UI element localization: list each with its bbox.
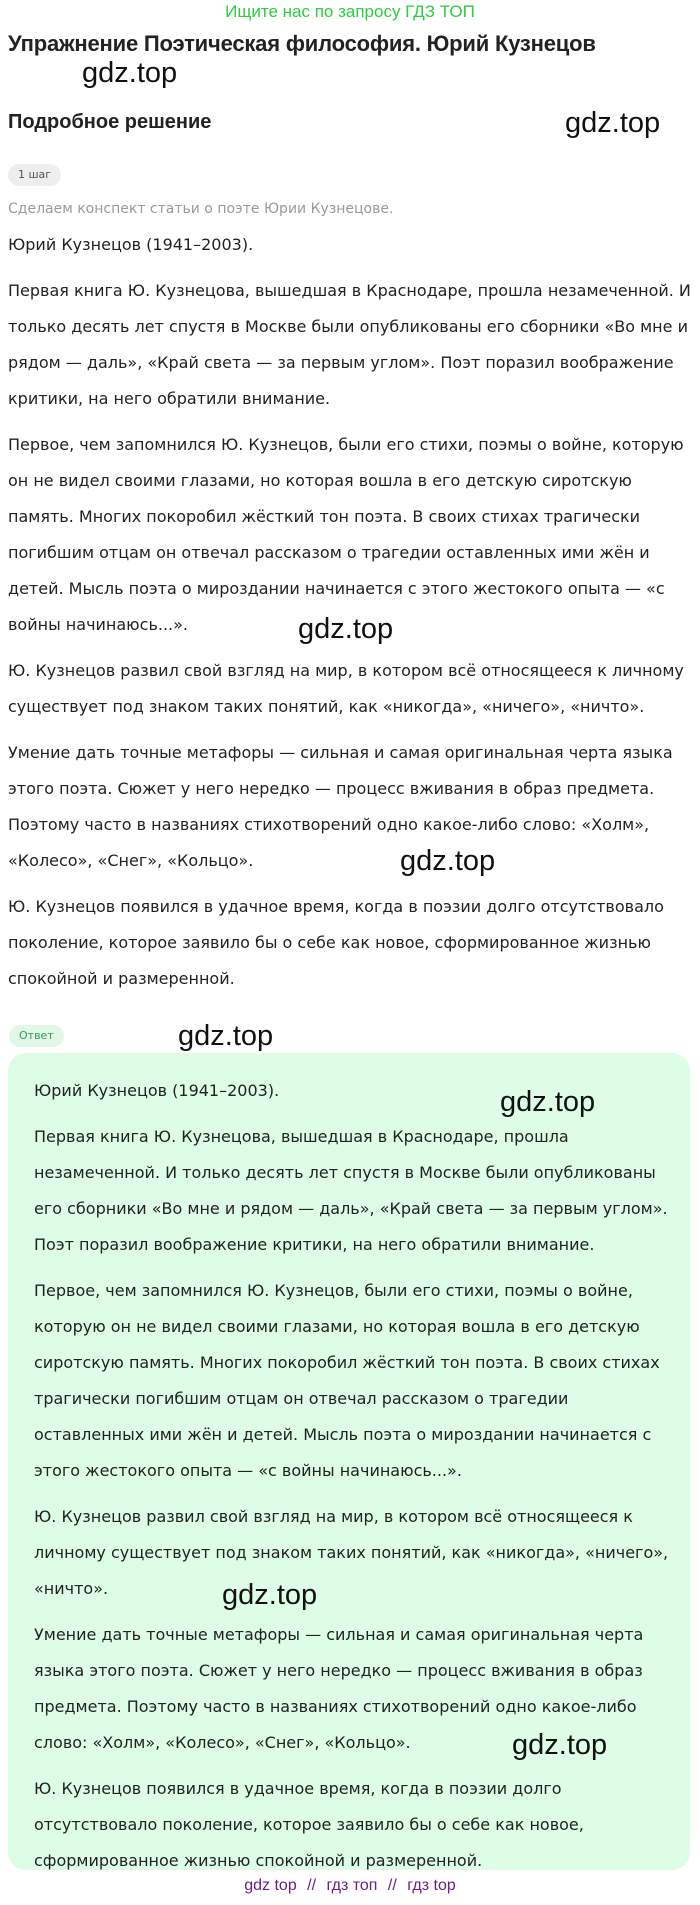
answer-paragraph: Первая книга Ю. Кузнецова, вышедшая в Краснодаре, прошла незамеченной. И только десять лет спустя в Москве были опубликованы его сборники «Во мне и рядом — даль», «Край света — за первым углом». Поэт поразил воображение критики, на него обратили внимание. xyxy=(34,1127,668,1254)
watermark: gdz.top xyxy=(500,1086,596,1118)
footer-link[interactable]: gdz top xyxy=(244,1877,297,1894)
watermark: gdz.top xyxy=(298,613,394,645)
footer-separator: // xyxy=(387,1877,397,1894)
watermark: gdz.top xyxy=(400,845,496,877)
step-note: Сделаем конспект статьи о поэте Юрии Кузнецове. xyxy=(8,201,394,217)
watermark: gdz.top xyxy=(82,57,178,89)
watermark: gdz.top xyxy=(178,1020,274,1052)
solution-paragraph: Ю. Кузнецов развил свой взгляд на мир, в котором всё относящееся к личному существует под знаком таких понятий, как «никогда», «ничего», «ничто». xyxy=(8,661,684,716)
solution-paragraph: Юрий Кузнецов (1941–2003). xyxy=(8,235,254,254)
footer-separator: // xyxy=(307,1877,317,1894)
answer-text xyxy=(34,1073,670,1889)
solution-heading: Подробное решение xyxy=(8,111,212,133)
solution-paragraph: Первое, чем запомнился Ю. Кузнецов, были его стихи, поэмы о войне, которую он не видел своими глазами, но которая вошла в его детскую сиротскую память. Многих покоробил жёсткий тон поэта. В своих стихах трагически погибшим отцам он отвечал рассказом о трагедии оставленных ими жён и детей. Мысль поэта о мироздании начинается с этого жестокого опыта — «с войны начинаюсь...». xyxy=(8,435,684,634)
answer-paragraph: Умение дать точные метафоры — сильная и самая оригинальная черта языка этого поэта. Сюжет у него нередко — процесс вживания в образ предмета. Поэтому часто в названиях стихотворений одно какое-либо слово: «Холм», «Колесо», «Снег», «Кольцо». xyxy=(34,1625,644,1752)
solution-paragraph: Ю. Кузнецов появился в удачное время, когда в поэзии долго отсутствовало поколение, которое заявило бы о себе как новое, сформированное жизнью спокойной и размеренной. xyxy=(8,897,664,988)
solution-paragraph: Первая книга Ю. Кузнецова, вышедшая в Краснодаре, прошла незамеченной. И только десять лет спустя в Москве были опубликованы его сборники «Во мне и рядом — даль», «Край света — за первым углом». Поэт поразил воображение критики, на него обратили внимание. xyxy=(8,281,691,408)
answer-paragraph: Юрий Кузнецов (1941–2003). xyxy=(34,1081,280,1100)
footer-link[interactable]: гдз top xyxy=(407,1877,456,1894)
watermark: gdz.top xyxy=(512,1729,608,1761)
top-banner: Ищите нас по запросу ГДЗ ТОП xyxy=(225,2,475,21)
step-badge: 1 шаг xyxy=(8,164,61,186)
watermark: gdz.top xyxy=(222,1579,318,1611)
answer-badge: Ответ xyxy=(9,1025,64,1047)
solution-paragraph: Умение дать точные метафоры — сильная и самая оригинальная черта языка этого поэта. Сюжет у него нередко — процесс вживания в образ предмета. Поэтому часто в названиях стихотворений одно какое-либо слово: «Холм», «Колесо», «Снег», «Кольцо». xyxy=(8,743,673,870)
watermark: gdz.top xyxy=(565,107,661,139)
answer-paragraph: Ю. Кузнецов развил свой взгляд на мир, в котором всё относящееся к личному существует под знаком таких понятий, как «никогда», «ничего», «ничто». xyxy=(34,1507,669,1598)
answer-paragraph: Ю. Кузнецов появился в удачное время, когда в поэзии долго отсутствовало поколение, которое заявило бы о себе как новое, сформированное жизнью спокойной и размеренной. xyxy=(34,1779,584,1870)
footer-link[interactable]: гдз топ xyxy=(326,1877,378,1894)
page-title: Упражнение Поэтическая философия. Юрий Кузнецов xyxy=(8,31,596,56)
footer-links xyxy=(0,1873,700,1899)
answer-paragraph: Первое, чем запомнился Ю. Кузнецов, были его стихи, поэмы о войне, которую он не видел своими глазами, но которая вошла в его детскую сиротскую память. Многих покоробил жёсткий тон поэта. В своих стихах трагически погибшим отцам он отвечал рассказом о трагедии оставленных ими жён и детей. Мысль поэта о мироздании начинается с этого жестокого опыта — «с войны начинаюсь...». xyxy=(34,1281,660,1480)
